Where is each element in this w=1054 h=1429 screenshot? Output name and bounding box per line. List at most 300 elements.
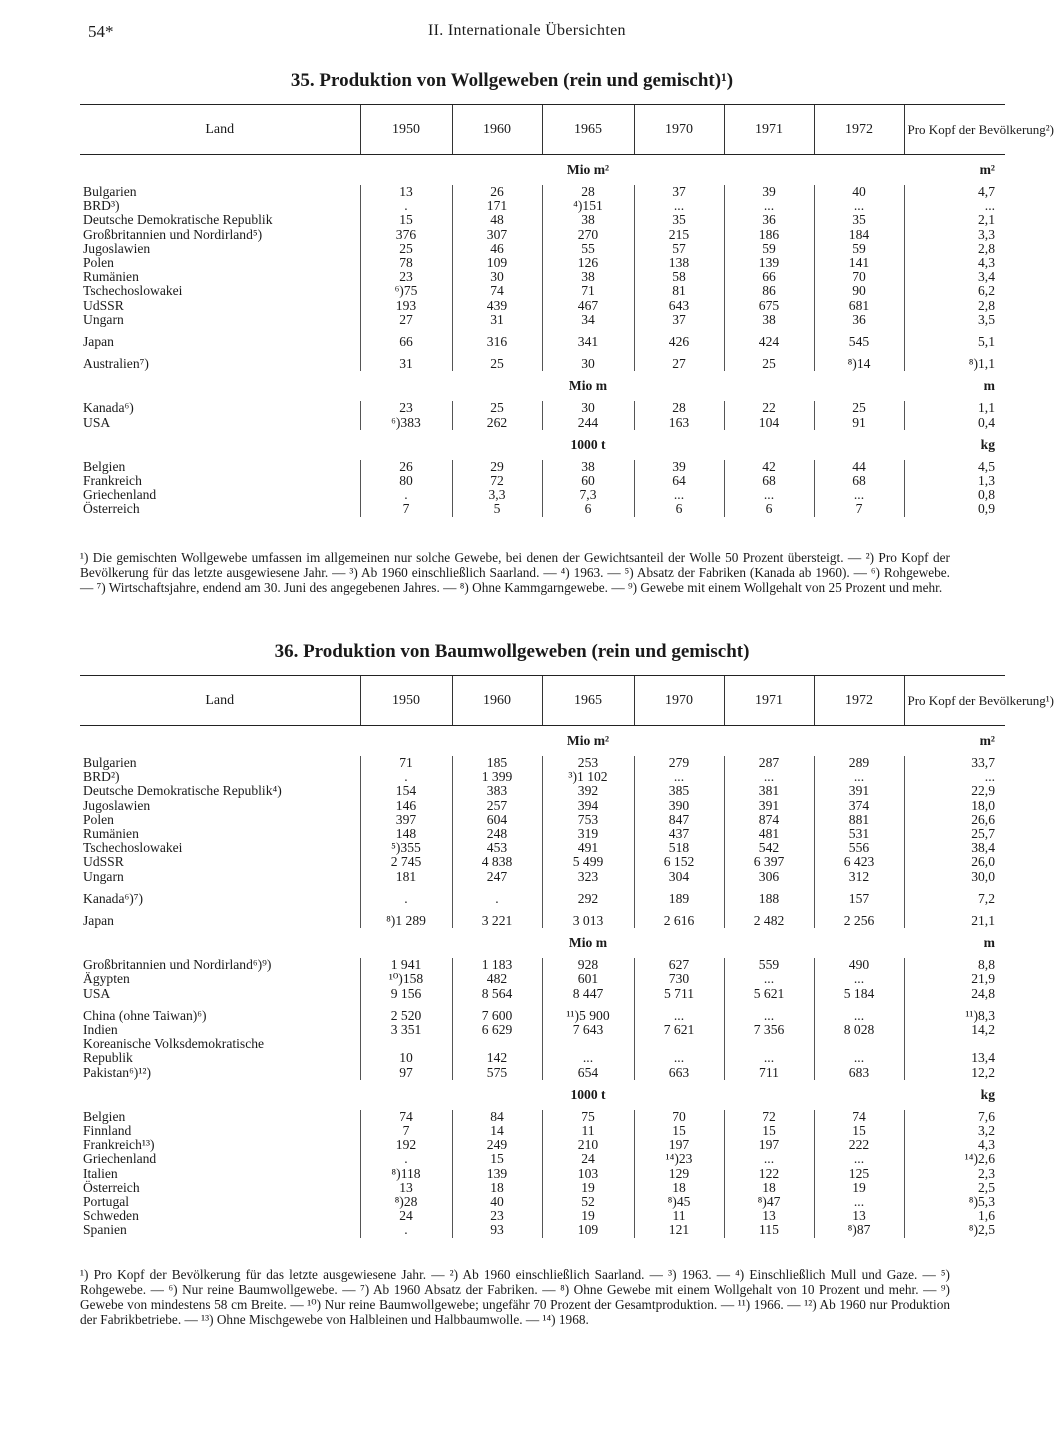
- per-capita-cell: 38,4: [904, 841, 1005, 855]
- per-capita-cell: 14,2: [904, 1023, 1005, 1037]
- value-cell: 316: [452, 335, 542, 349]
- value-cell: 48: [452, 213, 542, 227]
- value-cell: 68: [724, 474, 814, 488]
- value-cell: 146: [360, 799, 452, 813]
- value-cell: 29: [452, 460, 542, 474]
- country-cell: Kanada⁶): [83, 400, 134, 416]
- value-cell: 40: [452, 1195, 542, 1209]
- table-35-body: [80, 155, 1005, 517]
- value-cell: 91: [814, 416, 904, 430]
- value-cell: 74: [360, 1110, 452, 1124]
- value-cell: ⁸)45: [634, 1195, 724, 1209]
- value-cell: 279: [634, 756, 724, 770]
- value-cell: 30: [452, 270, 542, 284]
- value-cell: 4 838: [452, 855, 542, 869]
- value-cell: 28: [634, 401, 724, 415]
- per-capita-cell: 6,2: [904, 284, 1005, 298]
- value-cell: 26: [452, 185, 542, 199]
- per-capita-cell: 33,7: [904, 756, 1005, 770]
- country-cell: Australien⁷): [83, 356, 149, 372]
- value-cell: 437: [634, 827, 724, 841]
- value-cell: ...: [814, 1051, 904, 1065]
- country-cell: Frankreich¹³): [83, 1137, 155, 1153]
- value-cell: 18: [452, 1181, 542, 1195]
- value-cell: ...: [634, 1051, 724, 1065]
- value-cell: 23: [360, 270, 452, 284]
- table-row: [80, 313, 1005, 327]
- value-cell: ⁸)118: [360, 1167, 452, 1181]
- table-row: [80, 958, 1005, 972]
- unit-label-per-capita: m: [983, 935, 995, 951]
- value-cell: .: [360, 488, 452, 502]
- value-cell: ...: [814, 1152, 904, 1166]
- value-cell: 129: [634, 1167, 724, 1181]
- unit-label: 1000 t: [570, 1086, 606, 1102]
- value-cell: 681: [814, 299, 904, 313]
- per-capita-cell: 22,9: [904, 784, 1005, 798]
- table-row: [80, 256, 1005, 270]
- country-cell: Tschechoslowakei: [83, 283, 183, 299]
- table-row: [80, 474, 1005, 488]
- unit-label-per-capita: kg: [980, 436, 995, 452]
- unit-spacer: [724, 1080, 904, 1110]
- table-row: [80, 1009, 1005, 1023]
- value-cell: 115: [724, 1223, 814, 1237]
- table-row: [80, 357, 1005, 371]
- value-cell: 23: [452, 1209, 542, 1223]
- value-cell: 141: [814, 256, 904, 270]
- per-capita-cell: 4,7: [904, 185, 1005, 199]
- value-cell: 312: [814, 870, 904, 884]
- table-row: [80, 502, 1005, 516]
- value-cell: 55: [542, 242, 634, 256]
- country-cell: Kanada⁶)⁷): [83, 890, 144, 906]
- value-cell: 184: [814, 228, 904, 242]
- country-cell: BRD²): [83, 769, 120, 785]
- table-row: [80, 1167, 1005, 1181]
- value-cell: 247: [452, 870, 542, 884]
- value-cell: 928: [542, 958, 634, 972]
- value-cell: 71: [542, 284, 634, 298]
- value-cell: 42: [724, 460, 814, 474]
- value-cell: 627: [634, 958, 724, 972]
- value-cell: .: [360, 199, 452, 213]
- column-header-1971: 1971: [724, 105, 814, 155]
- unit-row: [80, 155, 1005, 186]
- value-cell: 126: [542, 256, 634, 270]
- value-cell: 426: [634, 335, 724, 349]
- value-cell: 36: [724, 213, 814, 227]
- value-cell: 163: [634, 416, 724, 430]
- value-cell: 5 499: [542, 855, 634, 869]
- table-row: [80, 813, 1005, 827]
- value-cell: 188: [724, 892, 814, 906]
- value-cell: ⁸)87: [814, 1223, 904, 1237]
- value-cell: 7: [360, 1124, 452, 1138]
- country-cell: USA: [83, 414, 111, 430]
- value-cell: [634, 1037, 724, 1051]
- value-cell: ¹⁰)158: [360, 972, 452, 986]
- table-row: [80, 299, 1005, 313]
- value-cell: ...: [814, 199, 904, 213]
- per-capita-cell: ...: [904, 199, 1005, 213]
- value-cell: 86: [724, 284, 814, 298]
- value-cell: ...: [634, 770, 724, 784]
- table-row: [80, 892, 1005, 906]
- table-row: [80, 1195, 1005, 1209]
- value-cell: 90: [814, 284, 904, 298]
- table-row: [80, 1152, 1005, 1166]
- value-cell: 13: [814, 1209, 904, 1223]
- value-cell: 70: [634, 1110, 724, 1124]
- unit-row: [80, 371, 1005, 401]
- value-cell: 542: [724, 841, 814, 855]
- table-row: [80, 987, 1005, 1001]
- value-cell: 248: [452, 827, 542, 841]
- value-cell: 23: [360, 401, 452, 415]
- unit-spacer: [724, 928, 904, 958]
- value-cell: 28: [542, 185, 634, 199]
- value-cell: 385: [634, 784, 724, 798]
- value-cell: 139: [452, 1167, 542, 1181]
- table-row: [80, 756, 1005, 770]
- running-head: II. Internationale Übersichten: [428, 22, 626, 39]
- country-cell: Tschechoslowakei: [83, 840, 183, 856]
- value-cell: [814, 1037, 904, 1051]
- value-cell: 66: [724, 270, 814, 284]
- value-cell: 683: [814, 1066, 904, 1080]
- value-cell: 40: [814, 185, 904, 199]
- per-capita-cell: 8,8: [904, 958, 1005, 972]
- value-cell: 30: [542, 401, 634, 415]
- value-cell: ...: [814, 770, 904, 784]
- value-cell: 171: [452, 199, 542, 213]
- value-cell: 730: [634, 972, 724, 986]
- value-cell: 109: [452, 256, 542, 270]
- value-cell: 138: [634, 256, 724, 270]
- unit-row: [80, 726, 1005, 757]
- value-cell: 148: [360, 827, 452, 841]
- value-cell: 22: [724, 401, 814, 415]
- table-row: [80, 799, 1005, 813]
- value-cell: 341: [542, 335, 634, 349]
- unit-row: [80, 1080, 1005, 1110]
- column-header-1965: 1965: [542, 105, 634, 155]
- country-cell: Polen: [83, 811, 114, 827]
- value-cell: 35: [814, 213, 904, 227]
- per-capita-cell: 24,8: [904, 987, 1005, 1001]
- country-cell: China (ohne Taiwan)⁶): [83, 1007, 207, 1023]
- country-cell: USA: [83, 985, 111, 1001]
- value-cell: 210: [542, 1138, 634, 1152]
- per-capita-cell: 3,3: [904, 228, 1005, 242]
- value-cell: 59: [724, 242, 814, 256]
- value-cell: 75: [542, 1110, 634, 1124]
- value-cell: 37: [634, 313, 724, 327]
- per-capita-cell: 7,2: [904, 892, 1005, 906]
- value-cell: 2 482: [724, 914, 814, 928]
- per-capita-cell: ⁸)1,1: [904, 357, 1005, 371]
- value-cell: 27: [360, 313, 452, 327]
- value-cell: 5: [452, 502, 542, 516]
- per-capita-cell: 25,7: [904, 827, 1005, 841]
- per-capita-cell: ⁸)5,3: [904, 1195, 1005, 1209]
- value-cell: 26: [360, 460, 452, 474]
- value-cell: 125: [814, 1167, 904, 1181]
- value-cell: 490: [814, 958, 904, 972]
- per-capita-cell: ⁸)2,5: [904, 1223, 1005, 1237]
- table-row: [80, 242, 1005, 256]
- country-cell: Belgien: [83, 1108, 126, 1124]
- value-cell: ...: [814, 1195, 904, 1209]
- table-row: [80, 784, 1005, 798]
- value-cell: 19: [542, 1209, 634, 1223]
- value-cell: 197: [724, 1138, 814, 1152]
- value-cell: 52: [542, 1195, 634, 1209]
- value-cell: 58: [634, 270, 724, 284]
- value-cell: 72: [724, 1110, 814, 1124]
- country-cell: Rumänien: [83, 826, 139, 842]
- per-capita-cell: 26,6: [904, 813, 1005, 827]
- column-header-1965: 1965: [542, 676, 634, 726]
- value-cell: 531: [814, 827, 904, 841]
- unit-spacer: [80, 928, 452, 958]
- per-capita-cell: ¹⁴)2,6: [904, 1152, 1005, 1166]
- value-cell: 25: [360, 242, 452, 256]
- value-cell: 31: [452, 313, 542, 327]
- value-cell: 71: [360, 756, 452, 770]
- unit-label: Mio m: [568, 378, 608, 394]
- country-cell: Griechenland: [83, 1151, 157, 1167]
- value-cell: 8 447: [542, 987, 634, 1001]
- column-header-pro-kopf: Pro Kopf der Bevölkerung²): [904, 105, 1005, 155]
- unit-row: [80, 430, 1005, 460]
- value-cell: 38: [542, 213, 634, 227]
- unit-label-per-capita: kg: [980, 1086, 995, 1102]
- column-header-land: Land: [80, 676, 360, 726]
- table-36-footnote: ¹) Pro Kopf der Bevölkerung für das letzte ausgewiesene Jahr. — ²) Ab 1960 einschließlich Saarland. — ³) 1963. — ⁴) Einschließlich Mull und Gaze. — ⁵) Rohgewebe. — ⁶) Nur reine Baumwollgewebe. — ⁷) Ab 1960 Absatz der Fabriken. — ⁸) Ohne Gewebe mit einem Wollgehalt von 10 Prozent und mehr. — ⁹) Gewebe von mindestens 58 cm Breite. — ¹⁰) Nur reine Baumwollgewebe; ungefähr 70 Prozent der Gesamtproduktion. — ¹¹) 1966. — ¹²) Ab 1960 nur Produktion der Fabrikbetriebe. — ¹³) Ohne Mischgewebe von Halbleinen und Halbbaumwolle. — ¹⁴) 1968.: [80, 1267, 950, 1327]
- value-cell: 5 621: [724, 987, 814, 1001]
- table-35: [80, 104, 1054, 517]
- country-cell: Deutsche Demokratische Republik: [83, 212, 273, 228]
- country-cell: Polen: [83, 255, 114, 271]
- value-cell: 559: [724, 958, 814, 972]
- table-35-title: 35. Produktion von Wollgeweben (rein und gemischt)¹): [290, 70, 734, 91]
- value-cell: 244: [542, 416, 634, 430]
- per-capita-cell: 13,4: [904, 1051, 1005, 1065]
- table-row: [80, 185, 1005, 199]
- column-header-pro-kopf: Pro Kopf der Bevölkerung¹): [904, 676, 1005, 726]
- value-cell: ⁴)151: [542, 199, 634, 213]
- value-cell: 19: [814, 1181, 904, 1195]
- value-cell: 46: [452, 242, 542, 256]
- table-row: [80, 972, 1005, 986]
- country-cell: Österreich: [83, 501, 140, 517]
- value-cell: .: [452, 892, 542, 906]
- table-row: [80, 1023, 1005, 1037]
- country-cell: Spanien: [83, 1222, 127, 1238]
- country-cell: Deutsche Demokratische Republik⁴): [83, 783, 282, 799]
- per-capita-cell: 2,8: [904, 299, 1005, 313]
- country-cell: Schweden: [83, 1208, 139, 1224]
- value-cell: 38: [542, 460, 634, 474]
- country-cell: Großbritannien und Nordirland⁵): [83, 226, 263, 242]
- value-cell: 663: [634, 1066, 724, 1080]
- unit-spacer: [80, 1080, 452, 1110]
- value-cell: [542, 1037, 634, 1051]
- value-cell: 215: [634, 228, 724, 242]
- value-cell: 7: [360, 502, 452, 516]
- per-capita-cell: 0,4: [904, 416, 1005, 430]
- value-cell: 181: [360, 870, 452, 884]
- value-cell: 15: [814, 1124, 904, 1138]
- value-cell: ⁶)383: [360, 416, 452, 430]
- value-cell: 93: [452, 1223, 542, 1237]
- value-cell: 323: [542, 870, 634, 884]
- country-cell: Griechenland: [83, 487, 157, 503]
- per-capita-cell: 1,6: [904, 1209, 1005, 1223]
- value-cell: ...: [724, 199, 814, 213]
- unit-label: Mio m: [568, 935, 608, 951]
- column-header-1970: 1970: [634, 105, 724, 155]
- country-cell: BRD³): [83, 198, 120, 214]
- value-cell: 39: [634, 460, 724, 474]
- value-cell: ...: [724, 972, 814, 986]
- country-cell: Belgien: [83, 458, 126, 474]
- value-cell: 2 256: [814, 914, 904, 928]
- value-cell: 306: [724, 870, 814, 884]
- table-row: [80, 1223, 1005, 1237]
- value-cell: 35: [634, 213, 724, 227]
- value-cell: 3 013: [542, 914, 634, 928]
- value-cell: 518: [634, 841, 724, 855]
- value-cell: 2 745: [360, 855, 452, 869]
- page-number: 54*: [88, 22, 114, 41]
- value-cell: 222: [814, 1138, 904, 1152]
- value-cell: ⁸)47: [724, 1195, 814, 1209]
- table-row: [80, 213, 1005, 227]
- value-cell: ⁶)75: [360, 284, 452, 298]
- value-cell: ³)1 102: [542, 770, 634, 784]
- country-cell: Japan: [83, 913, 114, 929]
- value-cell: 121: [634, 1223, 724, 1237]
- value-cell: 74: [814, 1110, 904, 1124]
- value-cell: [724, 1037, 814, 1051]
- value-cell: 424: [724, 335, 814, 349]
- table-row: [80, 870, 1005, 884]
- value-cell: ...: [634, 488, 724, 502]
- value-cell: 391: [814, 784, 904, 798]
- country-cell: Koreanische Volksdemokratische: [83, 1036, 265, 1052]
- value-cell: 654: [542, 1066, 634, 1080]
- table-row: [80, 855, 1005, 869]
- value-cell: 80: [360, 474, 452, 488]
- value-cell: 287: [724, 756, 814, 770]
- value-cell: 307: [452, 228, 542, 242]
- value-cell: 7 600: [452, 1009, 542, 1023]
- value-cell: 57: [634, 242, 724, 256]
- country-cell: Österreich: [83, 1179, 140, 1195]
- value-cell: 481: [724, 827, 814, 841]
- per-capita-cell: 4,5: [904, 460, 1005, 474]
- unit-spacer: [80, 430, 452, 460]
- table-row: [80, 1066, 1005, 1080]
- per-capita-cell: 21,1: [904, 914, 1005, 928]
- value-cell: ⁸)1 289: [360, 914, 452, 928]
- value-cell: 37: [634, 185, 724, 199]
- table-36: [80, 675, 1054, 1238]
- value-cell: 97: [360, 1066, 452, 1080]
- value-cell: 1 183: [452, 958, 542, 972]
- value-cell: 5 184: [814, 987, 904, 1001]
- value-cell: 44: [814, 460, 904, 474]
- value-cell: ⁸)14: [814, 357, 904, 371]
- table-row: [80, 1124, 1005, 1138]
- value-cell: 392: [542, 784, 634, 798]
- per-capita-cell: 0,8: [904, 488, 1005, 502]
- column-header-land: Land: [80, 105, 360, 155]
- value-cell: ...: [634, 1009, 724, 1023]
- per-capita-cell: 2,1: [904, 213, 1005, 227]
- value-cell: 5 711: [634, 987, 724, 1001]
- per-capita-cell: ¹¹)8,3: [904, 1009, 1005, 1023]
- value-cell: 6 152: [634, 855, 724, 869]
- value-cell: 2 520: [360, 1009, 452, 1023]
- value-cell: 30: [542, 357, 634, 371]
- column-header-1950: 1950: [360, 676, 452, 726]
- per-capita-cell: 3,5: [904, 313, 1005, 327]
- value-cell: 675: [724, 299, 814, 313]
- value-cell: ...: [814, 488, 904, 502]
- table-row: [80, 1037, 1005, 1051]
- value-cell: 109: [542, 1223, 634, 1237]
- value-cell: 18: [724, 1181, 814, 1195]
- table-row: [80, 284, 1005, 298]
- value-cell: 439: [452, 299, 542, 313]
- value-cell: 157: [814, 892, 904, 906]
- value-cell: 66: [360, 335, 452, 349]
- value-cell: 15: [724, 1124, 814, 1138]
- table-row: [80, 335, 1005, 349]
- unit-spacer: [80, 371, 452, 401]
- value-cell: 270: [542, 228, 634, 242]
- value-cell: 711: [724, 1066, 814, 1080]
- value-cell: 39: [724, 185, 814, 199]
- value-cell: 11: [634, 1209, 724, 1223]
- value-cell: 74: [452, 284, 542, 298]
- value-cell: 6 423: [814, 855, 904, 869]
- per-capita-cell: 4,3: [904, 1138, 1005, 1152]
- column-header-1971: 1971: [724, 676, 814, 726]
- value-cell: 7,3: [542, 488, 634, 502]
- table-row: [80, 270, 1005, 284]
- column-header-1960: 1960: [452, 105, 542, 155]
- value-cell: 7: [814, 502, 904, 516]
- value-cell: 68: [814, 474, 904, 488]
- value-cell: 491: [542, 841, 634, 855]
- value-cell: ¹⁴)23: [634, 1152, 724, 1166]
- unit-label-per-capita: m²: [979, 732, 995, 748]
- per-capita-cell: 4,3: [904, 256, 1005, 270]
- value-cell: 8 028: [814, 1023, 904, 1037]
- table-row: [80, 1181, 1005, 1195]
- per-capita-cell: 7,6: [904, 1110, 1005, 1124]
- value-cell: 374: [814, 799, 904, 813]
- value-cell: 25: [452, 401, 542, 415]
- unit-spacer: [80, 155, 452, 186]
- unit-label: Mio m²: [566, 161, 610, 177]
- value-cell: 193: [360, 299, 452, 313]
